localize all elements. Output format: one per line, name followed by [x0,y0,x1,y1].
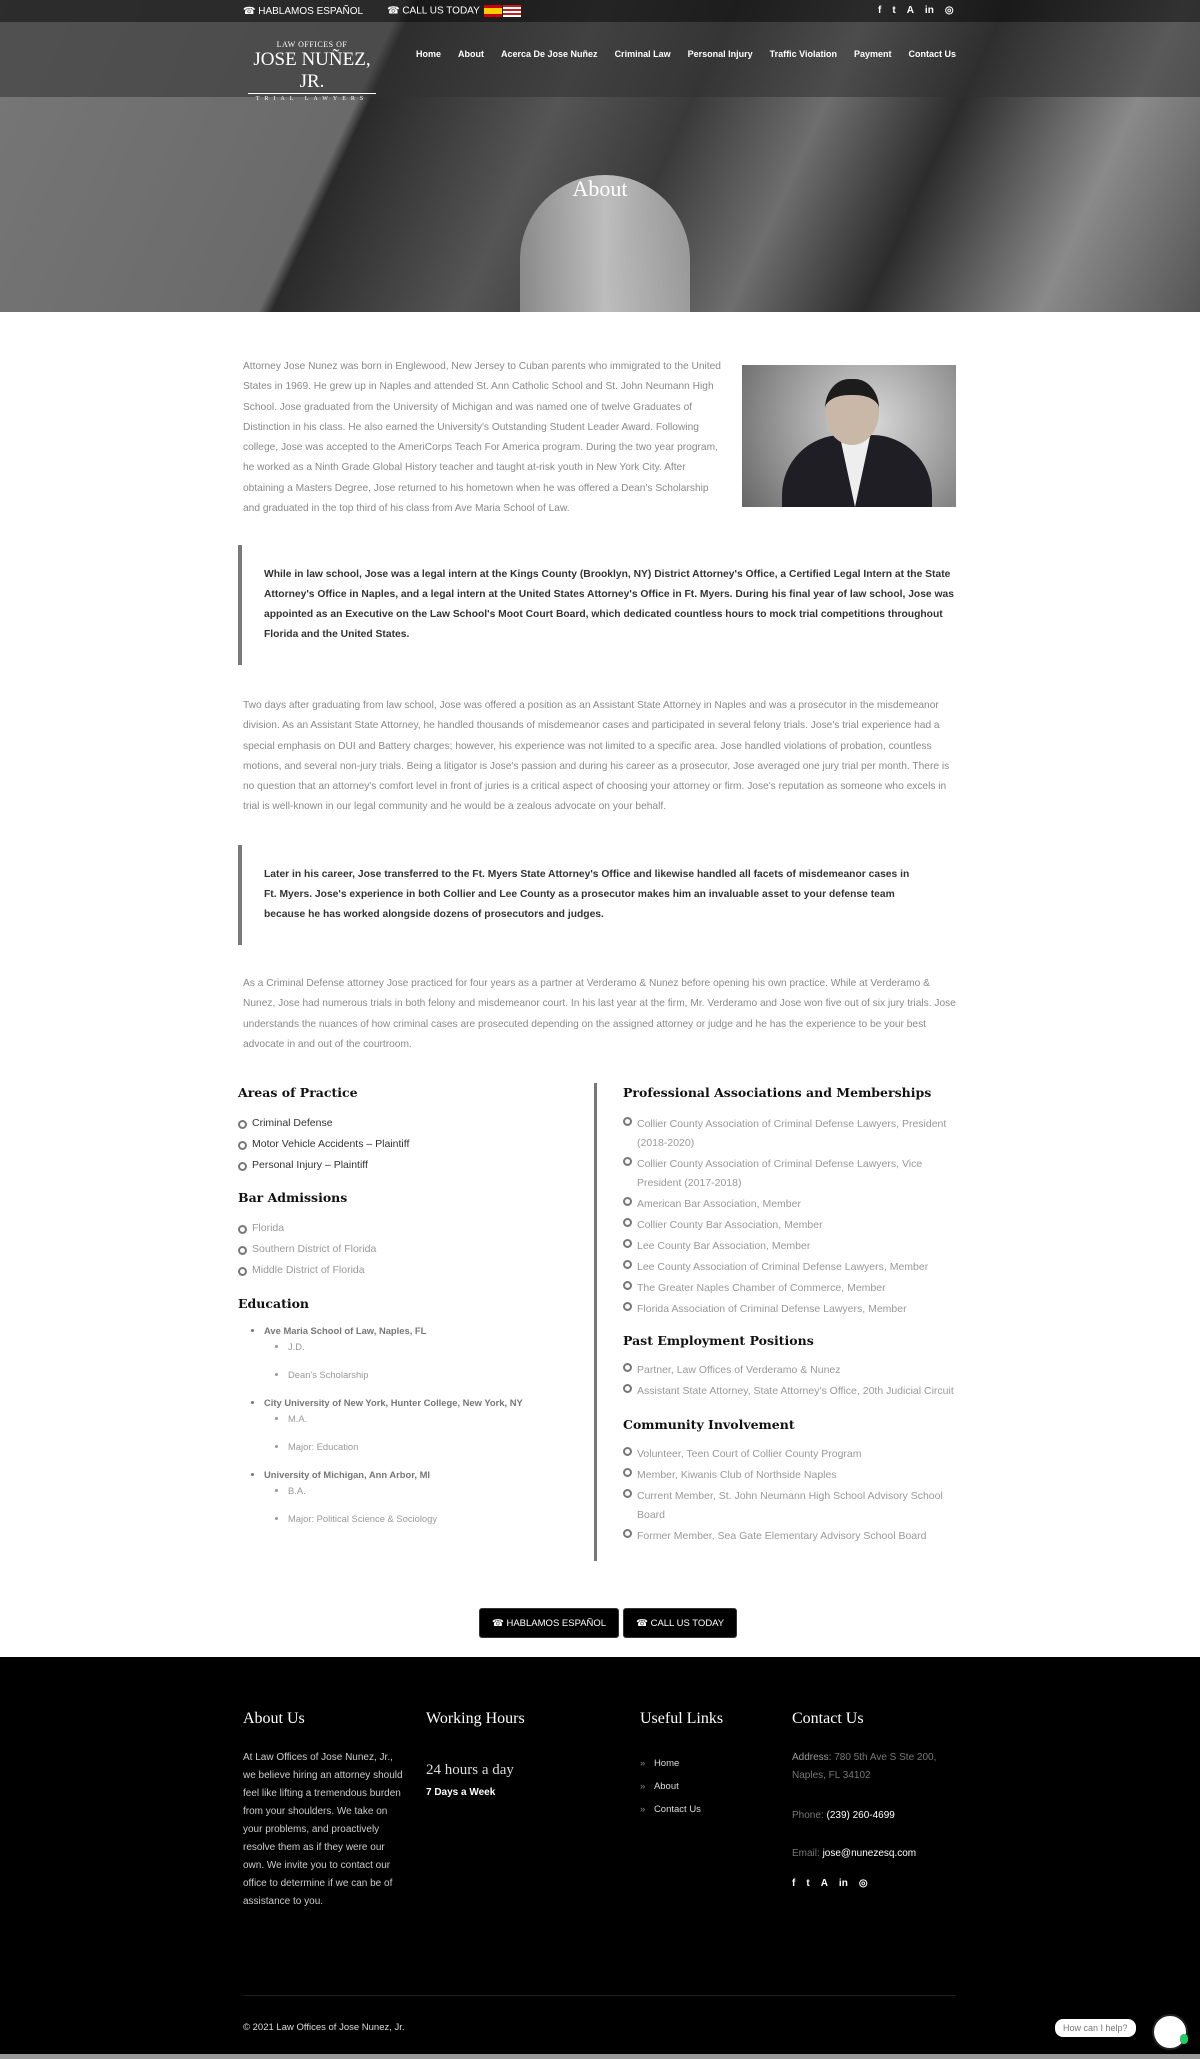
degree-list [264,1413,523,1452]
education-heading: Education [238,1296,310,1311]
us-flag-icon[interactable] [503,5,521,17]
main-nav [0,22,1200,102]
address: Address: 780 5th Ave S Ste 200, Naples, FL 34102 [792,1752,937,1781]
footer-contact-heading: Contact Us [792,1710,864,1727]
avvo-icon[interactable]: A [820,1878,828,1889]
list-item: Collier County Bar Association, Member [623,1215,953,1236]
column-divider [594,1083,597,1561]
list-item: Partner, Law Offices of Verderamo & Nunez [623,1360,963,1381]
email-link[interactable]: jose@nunezesq.com [822,1848,917,1859]
blockquote-1: While in law school, Jose was a legal intern at the Kings County (Brooklyn, NY) District Attorney's Office, a Certified Legal Intern at the State Attorney's Office in Naples, and a legal intern at the United States Attorney's Office in Ft. Myers. During his final year of law school, Jose was appointed as an Executive on the Law School's Moot Court Board, which dedicated countless hours to mock trial competitions throughout Florida and the United States. [238,545,956,665]
nav-item-personal-injury[interactable]: Personal Injury [687,49,753,59]
list-item: Florida [238,1218,376,1239]
footer-divider [243,1995,956,1996]
call-link[interactable]: ☎ CALL US TODAY [387,5,521,17]
list-item: Lee County Association of Criminal Defense Lawyers, Member [623,1257,953,1278]
days-text: 7 Days a Week [426,1787,496,1798]
degree-list [264,1485,523,1524]
attorney-photo [742,365,956,507]
list-item: Criminal Defense [238,1113,409,1134]
comm-list [623,1444,953,1547]
list-item: Volunteer, Teen Court of Collier County Program [623,1444,953,1465]
nav-item-about[interactable]: About [458,49,485,59]
degree-item: • Major: Political Science & Sociology [288,1513,523,1524]
spanish-phone-link[interactable]: ☎ HABLAMOS ESPAÑOL [243,5,364,17]
list-item: Collier County Association of Criminal Defense Lawyers, Vice President (2017-2018) [623,1154,953,1194]
education-item [264,1397,523,1452]
list-item: Motor Vehicle Accidents – Plaintiff [238,1134,409,1155]
facebook-icon[interactable]: f [878,5,882,16]
education-item [264,1325,523,1380]
footer-social-links [792,1878,868,1889]
associations-heading: Professional Associations and Memberships [623,1085,932,1100]
degree-item: • M.A. [288,1413,523,1424]
footer-about-heading: About Us [243,1710,305,1727]
list-item: American Bar Association, Member [623,1194,953,1215]
list-item: The Greater Naples Chamber of Commerce, Member [623,1278,953,1299]
email: Email: jose@nunezesq.com [792,1848,917,1859]
bottom-border [0,2054,1200,2059]
bar-admissions-heading: Bar Admissions [238,1190,348,1205]
list-item: Member, Kiwanis Club of Northside Naples [623,1465,953,1486]
list-item: Assistant State Attorney, State Attorney's Office, 20th Judicial Circuit [623,1381,963,1402]
list-item: Former Member, Sea Gate Elementary Advisory School Board [623,1526,953,1547]
facebook-icon[interactable]: f [792,1878,796,1889]
nav-menu [416,49,956,59]
footer-link-contact-us[interactable]: » Contact Us [640,1798,701,1821]
logo[interactable]: LAW OFFICES OF JOSE NUÑEZ, JR. TRIAL LAWYERS [248,40,376,102]
chat-widget-icon[interactable] [1152,2014,1188,2050]
footer-link-home[interactable]: » Home [640,1752,701,1775]
school-name: University of Michigan, Ann Arbor, MI [264,1469,430,1480]
phone-link[interactable]: (239) 260-4699 [826,1810,895,1821]
list-item: Current Member, St. John Neumann High School Advisory School Board [623,1486,953,1526]
linkedin-icon[interactable]: in [924,5,934,16]
footer-hours-heading: Working Hours [426,1710,525,1727]
bar-list [238,1218,376,1281]
page-title: About [572,176,628,201]
list-item: Middle District of Florida [238,1260,376,1281]
areas-of-practice-heading: Areas of Practice [238,1085,358,1100]
degree-item: • J.D. [288,1341,523,1352]
emp-list [623,1360,963,1402]
list-item: Florida Association of Criminal Defense Lawyers, Member [623,1299,953,1320]
twitter-icon[interactable]: t [806,1878,810,1889]
nav-item-payment[interactable]: Payment [853,49,892,59]
practice-list [238,1113,409,1176]
nav-item-contact-us[interactable]: Contact Us [908,49,957,59]
call-us-today-button[interactable]: ☎ CALL US TODAY [623,1608,737,1638]
footer [0,1657,1200,2059]
instagram-icon[interactable]: ◎ [858,1878,868,1889]
spain-flag-icon[interactable] [484,5,502,17]
list-item: Southern District of Florida [238,1239,376,1260]
hours-text: 24 hours a day [426,1762,514,1778]
twitter-icon[interactable]: t [892,5,896,16]
bio-paragraph-1: Attorney Jose Nunez was born in Englewood, New Jersey to Cuban parents who immigrated to the United States in 1969. He grew up in Naples and attended St. Ann Catholic School and St. John Neumann High School. Jose graduated from the University of Michigan and was named one of twelve Graduates of Distinction in his class. He also earned the University's Outstanding Student Leader Award. Following college, Jose was accepted to the AmeriCorps Teach For America program. During the two year program, he worked as a Ninth Grade Global History teacher and taught at-risk youth in New York City. After obtaining a Masters Degree, Jose returned to his hometown when he was offered a Dean's Scholarship and graduated in the top third of his class from Ave Maria School of Law. [243,361,721,515]
list-item: Collier County Association of Criminal Defense Lawyers, President (2018-2020) [623,1114,953,1154]
useful-links [640,1752,701,1821]
degree-item: • Major: Education [288,1441,523,1452]
instagram-icon[interactable]: ◎ [944,5,954,16]
footer-links-heading: Useful Links [640,1710,724,1727]
list-item: Personal Injury – Plaintiff [238,1155,409,1176]
employment-heading: Past Employment Positions [623,1333,814,1348]
education-item [264,1469,523,1524]
community-heading: Community Involvement [623,1417,795,1432]
top-bar [0,0,1200,22]
nav-item-traffic-violation[interactable]: Traffic Violation [769,49,837,59]
blockquote-2: Later in his career, Jose transferred to the Ft. Myers State Attorney's Office and likewise handled all facets of misdemeanor cases in Ft. Myers. Jose's experience in both Collier and Lee County as a prosecutor makes him an invaluable asset to your defense team because he has worked alongside dozens of prosecutors and judges. [238,845,956,945]
bio-paragraph-3: As a Criminal Defense attorney Jose practiced for four years as a partner at Verderamo & Nunez before opening his own practice. While at Verderamo & Nunez, Jose had numerous trials in both felony and misdemeanor court. In his last year at the firm, Mr. Verderamo and Jose won five out of six jury trials. Jose understands the nuances of how criminal cases are prosecuted depending on the assigned attorney or judge and he has the experience to be your best advocate in and out of the courtroom. [243,978,956,1050]
cta-buttons [479,1608,737,1638]
list-item: Lee County Bar Association, Member [623,1236,953,1257]
nav-item-acerca-de-jose-nu-ez[interactable]: Acerca De Jose Nuñez [501,49,598,59]
nav-item-home[interactable]: Home [416,49,442,59]
nav-item-criminal-law[interactable]: Criminal Law [614,49,671,59]
school-name: Ave Maria School of Law, Naples, FL [264,1325,427,1336]
phone: Phone: (239) 260-4699 [792,1810,895,1821]
social-links [878,5,954,16]
degree-list [264,1341,523,1380]
hablamos-espanol-button[interactable]: ☎ HABLAMOS ESPAÑOL [479,1608,619,1638]
school-name: City University of New York, Hunter College, New York, NY [264,1397,523,1408]
bio-paragraph-2: Two days after graduating from law school, Jose was offered a position as an Assistant State Attorney in Naples and was a prosecutor in the misdemeanor division. As an Assistant State Attorney, he handled thousands of misdemeanor cases and participated in several felony trials. Jose's trial experience had a special emphasis on DUI and Battery charges; however, his experience was not limited to a specific area. Jose handled violations of probation, countless motions, and several non-jury trials. Being a litigator is Jose's passion and during his career as a prosecutor, Jose averaged one jury trial per month. There is no question that an attorney's comfort level in front of juries is a critical aspect of choosing your attorney or firm. Jose's reputation as someone who excels in trial is well-known in our legal community and he would be a zealous advocate on your behalf. [243,700,950,813]
degree-item: • Dean's Scholarship [288,1369,523,1380]
chat-prompt[interactable]: How can I help? [1055,2019,1136,2037]
footer-about-text: At Law Offices of Jose Nunez, Jr., we believe hiring an attorney should feel like lifting a tremendous burden from your shoulders. We take on your problems, and proactively resolve them as if they were our own. We invite you to contact our office to determine if we can be of assistance to you. [243,1752,403,1907]
education-list [252,1325,523,1541]
linkedin-icon[interactable]: in [838,1878,848,1889]
assoc-list [623,1114,953,1320]
footer-link-about[interactable]: » About [640,1775,701,1798]
degree-item: • B.A. [288,1485,523,1496]
copyright: © 2021 Law Offices of Jose Nunez, Jr. [243,2022,405,2033]
avvo-icon[interactable]: A [906,5,914,16]
